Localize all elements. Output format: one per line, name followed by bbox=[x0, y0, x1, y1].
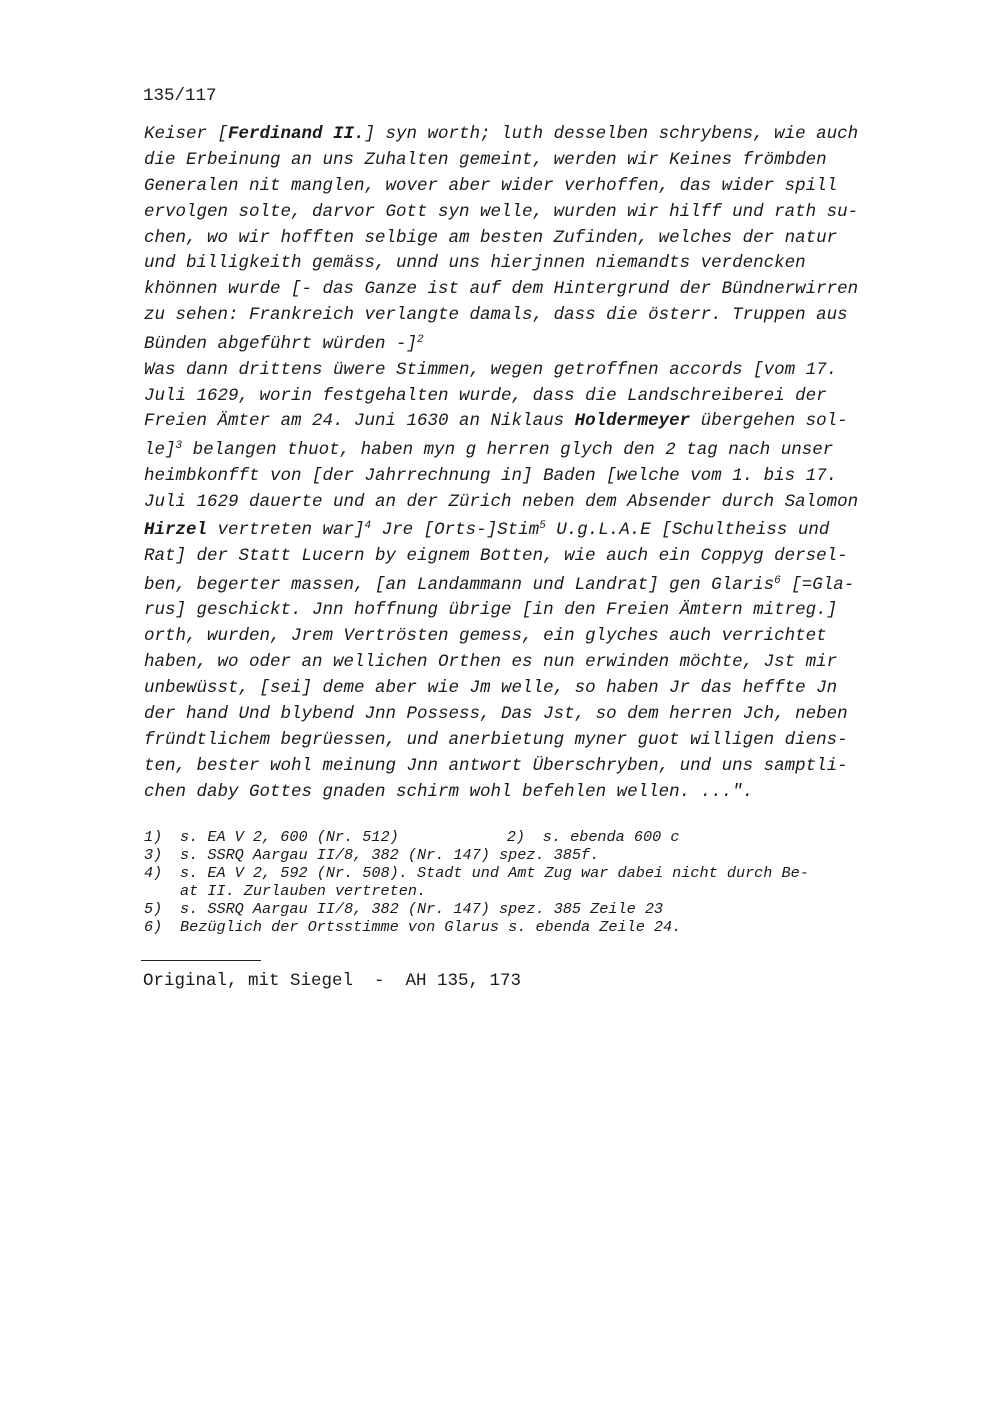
footnote-item bbox=[144, 900, 924, 918]
footnote-number: 4) bbox=[144, 864, 163, 882]
footnote-number: 1) bbox=[144, 828, 163, 846]
footnote-item bbox=[144, 846, 924, 864]
person-name-holdermeyer: Holdermeyer bbox=[574, 411, 691, 432]
text-line: Juli 1629, worin festgehalten wurde, dass die Landschreiberei der bbox=[144, 385, 827, 406]
text-segment: ben, begerter massen, [an Landammann und Landrat] gen Glaris bbox=[144, 574, 775, 595]
text-line bbox=[144, 516, 924, 545]
footnote-ref: 3 bbox=[175, 439, 183, 452]
text-line: Generalen nit manglen, wover aber wider verhoffen, das wider spill bbox=[144, 175, 838, 196]
text-line: unbewüsst, [sei] deme aber wie Jm welle, so haben Jr das heffte Jn bbox=[144, 678, 838, 699]
footnote-text: s. EA V 2, 592 (Nr. 508). Stadt und Amt Zug war dabei nicht durch Be- bbox=[180, 864, 809, 882]
text-line bbox=[144, 409, 924, 435]
footnote-number: 6) bbox=[144, 918, 163, 936]
text-line: fründtlichem begrüessen, und anerbietung myner guot willigen diens- bbox=[144, 729, 848, 750]
text-line: ten, bester wohl meinung Jnn antwort Überschryben, und uns samptli- bbox=[144, 755, 848, 776]
footnote-ref: 4 bbox=[364, 520, 372, 533]
text-line bbox=[144, 435, 924, 464]
footnote-text: s. SSRQ Aargau II/8, 382 (Nr. 147) spez. 385f. bbox=[180, 846, 600, 864]
text-line: ervolgen solte, darvor Gott syn welle, wurden wir hilff und rath su- bbox=[144, 201, 859, 222]
footnote-ref: 2 bbox=[417, 333, 424, 346]
footnote-number: 2) bbox=[506, 828, 525, 846]
footnote-item bbox=[144, 828, 924, 846]
text-line bbox=[144, 329, 924, 358]
text-line: chen, wo wir hofften selbige am besten Zufinden, welches der natur bbox=[144, 227, 838, 248]
text-segment: Jre [Orts-]Stim bbox=[371, 520, 540, 541]
person-name-ferdinand: Ferdinand II. bbox=[228, 124, 365, 144]
footnote-text: s. ebenda 600 c bbox=[542, 828, 680, 846]
text-line: rus] geschickt. Jnn hoffnung übrige [in den Freien Ämtern mitreg.] bbox=[144, 600, 838, 621]
page-number: 135/117 bbox=[143, 86, 217, 106]
footnote-text: s. SSRQ Aargau II/8, 382 (Nr. 147) spez. 385 Zeile 23 bbox=[180, 900, 664, 918]
text-line: orth, wurden, Jrem Vertrösten gemess, ein glyches auch verrichtet bbox=[144, 626, 827, 647]
text-line: khönnen wurde [- das Ganze ist auf dem Hintergrund der Bündnerwirren bbox=[144, 279, 859, 300]
text-line: Juli 1629 dauerte und an der Zürich neben dem Absender durch Salomon bbox=[144, 491, 859, 512]
text-segment: übergehen sol- bbox=[690, 411, 848, 432]
text-line: Was dann drittens üwere Stimmen, wegen getroffnen accords [vom 17. bbox=[144, 359, 838, 380]
transcription-body bbox=[144, 122, 924, 806]
footnotes bbox=[144, 828, 924, 936]
text-segment: le] bbox=[144, 439, 176, 460]
footnote-number: 3) bbox=[144, 846, 163, 864]
text-segment: belangen thuot, haben myn g herren glych den 2 tag nach unser bbox=[182, 439, 834, 460]
text-segment: Bünden abgeführt würden -] bbox=[144, 333, 418, 354]
text-line: haben, wo oder an wellichen Orthen es nun erwinden möchte, Jst mir bbox=[144, 652, 838, 673]
footnote-ref: 5 bbox=[539, 520, 546, 533]
source-note: Original, mit Siegel - AH 135, 173 bbox=[143, 971, 522, 991]
text-segment: U.g.L.A.E [Schultheiss und bbox=[545, 520, 830, 541]
text-line: heimbkonfft von [der Jahrrechnung in] Baden [welche vom 1. bis 17. bbox=[144, 465, 838, 486]
footnote-text: s. EA V 2, 600 (Nr. 512) bbox=[180, 828, 399, 846]
footnote-item bbox=[144, 918, 924, 936]
text-line: der hand Und blybend Jnn Possess, Das Jst, so dem herren Jch, neben bbox=[144, 704, 848, 725]
footnote-continuation: at II. Zurlauben vertreten. bbox=[180, 882, 427, 900]
text-segment: ] syn worth; luth desselben schrybens, wie auch bbox=[364, 124, 859, 144]
text-segment: [=Gla- bbox=[780, 574, 855, 595]
text-line bbox=[144, 570, 924, 599]
text-segment: vertreten war] bbox=[207, 520, 365, 541]
separator-rule bbox=[141, 960, 261, 961]
footnote-item-inline bbox=[507, 828, 680, 846]
text-line: die Erbeinung an uns Zuhalten gemeint, werden wir Keines frömbden bbox=[144, 149, 827, 170]
text-line bbox=[144, 122, 924, 148]
footnote-ref: 6 bbox=[774, 574, 781, 587]
text-segment: Freien Ämter am 24. Juni 1630 an Niklaus bbox=[144, 411, 575, 432]
footnote-item bbox=[144, 864, 924, 882]
text-line: Rat] der Statt Lucern by eignem Botten, wie auch ein Coppyg dersel- bbox=[144, 546, 848, 567]
text-line: zu sehen: Frankreich verlangte damals, dass die österr. Truppen aus bbox=[144, 305, 848, 326]
person-name-hirzel: Hirzel bbox=[144, 520, 208, 541]
footnote-number: 5) bbox=[144, 900, 163, 918]
text-line: chen daby Gottes gnaden schirm wohl befehlen wellen. ...". bbox=[144, 781, 754, 802]
text-segment: Keiser [ bbox=[144, 124, 229, 144]
text-line: und billigkeith gemäss, unnd uns hierjnnen niemandts verdencken bbox=[144, 253, 806, 274]
footnote-text: Bezüglich der Ortsstimme von Glarus s. ebenda Zeile 24. bbox=[180, 918, 682, 936]
